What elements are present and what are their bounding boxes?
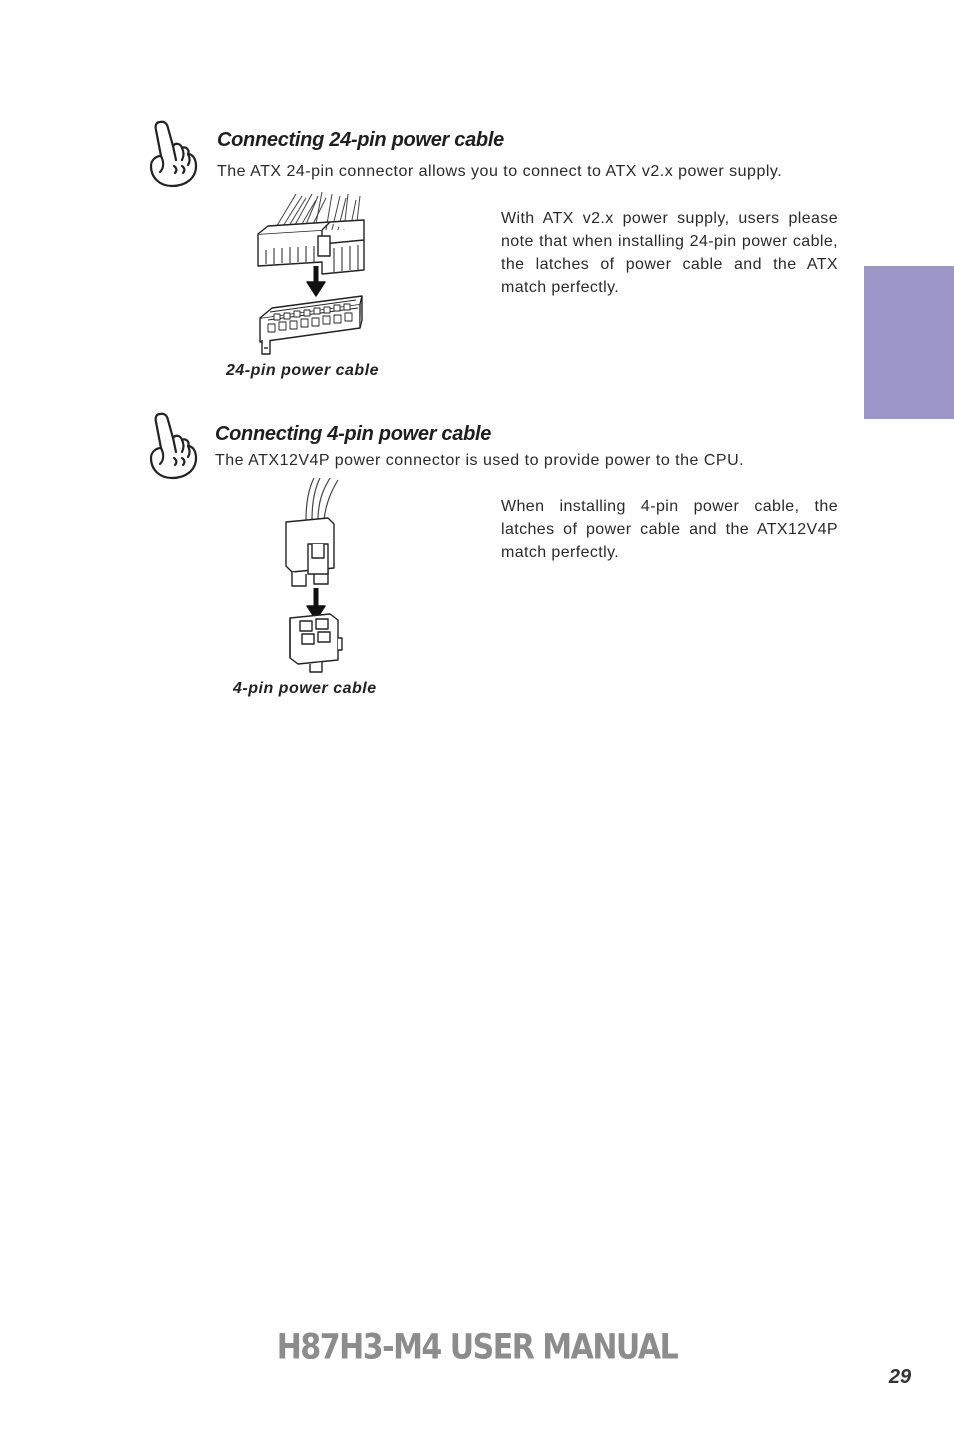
section-heading: Connecting 4-pin power cable bbox=[215, 423, 492, 445]
figure-caption: 24-pin power cable bbox=[226, 362, 380, 379]
section-intro: The ATX 24-pin connector allows you to connect to ATX v2.x power supply. bbox=[217, 163, 783, 180]
section-intro: The ATX12V4P power connector is used to provide power to the CPU. bbox=[215, 452, 745, 469]
section-heading: Connecting 24-pin power cable bbox=[217, 129, 504, 151]
manual-title: H87H3-M4 USER MANUAL bbox=[276, 1327, 678, 1368]
24-pin-connector-illustration bbox=[252, 192, 368, 358]
figure-caption: 4-pin power cable bbox=[233, 680, 377, 697]
4-pin-connector-illustration bbox=[280, 478, 352, 676]
section-paragraph: When installing 4-pin power cable, the latches of power cable and the ATX12V4P match perfectly. bbox=[501, 498, 838, 561]
section-paragraph: With ATX v2.x power supply, users please note that when installing 24-pin power cable, the latches of power cable and the ATX match perfectly. bbox=[501, 210, 838, 296]
pointing-hand-icon bbox=[146, 118, 204, 190]
chapter-side-tab bbox=[864, 266, 954, 419]
pointing-hand-icon bbox=[146, 410, 204, 482]
page-number: 29 bbox=[888, 1366, 912, 1388]
